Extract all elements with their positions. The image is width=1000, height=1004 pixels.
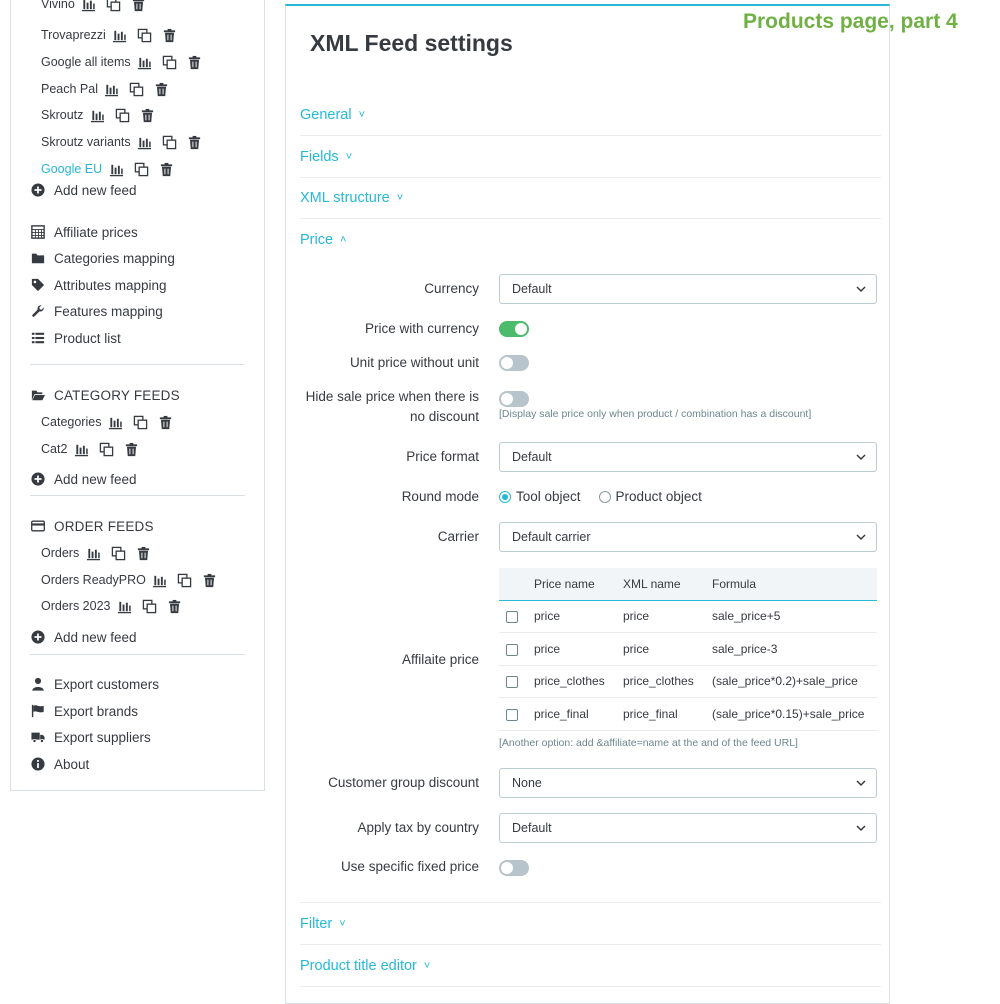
hide-sale-price-label-line2: no discount: [409, 409, 479, 424]
section-filter[interactable]: [300, 903, 881, 945]
feed-name[interactable]: Orders 2023: [41, 599, 111, 613]
use-specific-fixed-price-toggle[interactable]: [499, 860, 529, 876]
folder-icon: [30, 250, 46, 266]
table-row: [499, 698, 877, 731]
feed-item-google-eu[interactable]: [41, 158, 183, 180]
formula-cell: (sale_price*0.2)+sale_price: [711, 665, 877, 698]
price-format-label: Price format: [406, 449, 479, 464]
chevron-down-icon: [855, 451, 867, 463]
chart-icon[interactable]: [107, 414, 123, 430]
credit-card-icon: [30, 518, 46, 534]
chevron-down-icon: [855, 777, 867, 789]
customer-group-discount-select[interactable]: [499, 768, 877, 798]
feed-name[interactable]: Google EU: [41, 162, 103, 176]
folder-open-icon: [30, 387, 46, 403]
plus-circle-icon: [30, 182, 46, 198]
trash-icon[interactable]: [139, 107, 155, 123]
section-general-label: General: [300, 106, 352, 123]
price-name-cell: price: [533, 633, 622, 666]
tag-icon: [30, 277, 46, 293]
carrier-select-value: Default carrier: [512, 530, 591, 544]
feed-name[interactable]: Peach Pal: [41, 82, 98, 96]
round-mode-tool-object-label: Tool object: [516, 489, 581, 504]
sidebar-item-features-mapping-label: Features mapping: [54, 303, 163, 319]
add-new-feed-button-product-label: Add new feed: [54, 182, 137, 198]
copy-icon[interactable]: [98, 441, 114, 457]
copy-icon[interactable]: [129, 81, 145, 97]
chevron-down-icon: [855, 822, 867, 834]
row-checkbox[interactable]: [506, 709, 518, 721]
divider: [30, 495, 245, 496]
plus-circle-icon: [30, 629, 46, 645]
hide-sale-price-label-line1: Hide sale price when there is: [305, 389, 479, 404]
chart-icon[interactable]: [152, 572, 168, 588]
copy-icon[interactable]: [106, 0, 122, 12]
table-header-row: [499, 568, 877, 600]
category-feeds-header-label: CATEGORY FEEDS: [54, 387, 180, 403]
currency-select[interactable]: [499, 274, 877, 304]
chart-icon[interactable]: [85, 545, 101, 561]
row-checkbox-cell: [499, 698, 533, 731]
chevron-down-icon: ˅: [358, 108, 366, 121]
price-with-currency-label: Price with currency: [364, 321, 479, 336]
sidebar-item-product-list[interactable]: [30, 327, 121, 349]
chart-icon[interactable]: [81, 0, 97, 12]
feed-item-google-all-items[interactable]: [41, 51, 212, 73]
formula-cell: (sale_price*0.15)+sale_price: [711, 698, 877, 731]
affiliate-price-table: [499, 568, 877, 731]
feed-item-orders[interactable]: [41, 542, 160, 564]
sidebar-item-categories-mapping-label: Categories mapping: [54, 250, 175, 266]
copy-icon[interactable]: [137, 27, 153, 43]
user-icon: [30, 676, 46, 692]
trash-icon[interactable]: [154, 81, 170, 97]
hide-sale-price-hint: [Display sale price only when product / combination has a discount]: [499, 408, 812, 420]
table-row: [499, 633, 877, 666]
chart-icon[interactable]: [137, 134, 153, 150]
row-checkbox[interactable]: [506, 611, 518, 623]
customer-group-discount-label: Customer group discount: [328, 775, 479, 790]
row-checkbox[interactable]: [506, 644, 518, 656]
section-product-title-editor-label: Product title editor: [300, 957, 417, 974]
sidebar-item-about[interactable]: [30, 753, 89, 775]
sidebar-item-attributes-mapping[interactable]: [30, 274, 167, 296]
hide-sale-price-toggle[interactable]: [499, 391, 529, 407]
row-checkbox-cell: [499, 633, 533, 666]
sidebar-item-affiliate-prices[interactable]: [30, 221, 138, 243]
copy-icon[interactable]: [132, 414, 148, 430]
section-price[interactable]: [300, 219, 881, 261]
calculator-icon: [30, 224, 46, 240]
chevron-down-icon: ˅: [423, 959, 431, 972]
chart-icon[interactable]: [73, 441, 89, 457]
trash-icon[interactable]: [135, 545, 151, 561]
chart-icon[interactable]: [108, 161, 124, 177]
feed-name[interactable]: Categories: [41, 415, 102, 429]
chart-icon[interactable]: [104, 81, 120, 97]
order-feeds-header-label: ORDER FEEDS: [54, 518, 154, 534]
currency-label: Currency: [424, 281, 479, 296]
trash-icon[interactable]: [187, 134, 203, 150]
price-name-cell: price_final: [533, 698, 622, 731]
carrier-label: Carrier: [437, 529, 479, 544]
price-name-cell: price: [533, 600, 622, 633]
formula-cell: sale_price-3: [711, 633, 877, 666]
table-row: [499, 600, 877, 633]
section-xml-structure-label: XML structure: [300, 189, 390, 206]
price-format-select-value: Default: [512, 450, 552, 464]
trash-icon[interactable]: [166, 598, 182, 614]
apply-tax-by-country-label: Apply tax by country: [357, 820, 479, 835]
round-mode-product-object-label: Product object: [615, 489, 702, 504]
category-feeds-header[interactable]: [30, 384, 180, 406]
sidebar: [10, 0, 265, 791]
copy-icon[interactable]: [177, 572, 193, 588]
round-mode-tool-object-radio[interactable]: [499, 491, 511, 503]
price-format-select[interactable]: [499, 442, 877, 472]
trash-icon[interactable]: [158, 161, 174, 177]
table-row: [499, 665, 877, 698]
feed-name[interactable]: Skroutz: [41, 108, 84, 122]
table-header-formula: Formula: [711, 568, 877, 600]
page-title: XML Feed settings: [310, 30, 513, 56]
sidebar-item-export-suppliers[interactable]: [30, 726, 151, 748]
trash-icon[interactable]: [162, 27, 178, 43]
sidebar-item-affiliate-prices-label: Affiliate prices: [54, 224, 138, 240]
feed-name[interactable]: Trovaprezzi: [41, 28, 106, 42]
feed-name[interactable]: Cat2: [41, 442, 68, 456]
formula-cell: sale_price+5: [711, 600, 877, 633]
feed-name[interactable]: Orders ReadyPRO: [41, 573, 146, 587]
price-with-currency-toggle[interactable]: [499, 321, 529, 337]
sidebar-item-features-mapping[interactable]: [30, 300, 163, 322]
row-checkbox-cell: [499, 665, 533, 698]
plus-circle-icon: [30, 471, 46, 487]
feed-name[interactable]: Skroutz variants: [41, 135, 131, 149]
sidebar-item-product-list-label: Product list: [54, 330, 121, 346]
feed-item-skroutz[interactable]: [41, 104, 164, 126]
round-mode-label: Round mode: [401, 489, 479, 504]
copy-icon[interactable]: [141, 598, 157, 614]
page-caption: Products page, part 4: [743, 10, 958, 33]
xml-feed-settings-panel: [285, 4, 890, 1004]
feed-item-orders-2023[interactable]: [41, 595, 191, 617]
list-icon: [30, 330, 46, 346]
feed-name[interactable]: Orders: [41, 546, 80, 560]
carrier-select[interactable]: [499, 522, 877, 552]
feed-item-vivino[interactable]: [41, 0, 156, 15]
chevron-down-icon: ˅: [345, 150, 353, 163]
chevron-down-icon: [855, 283, 867, 295]
sidebar-item-categories-mapping[interactable]: [30, 247, 175, 269]
affiliate-price-label: Affilaite price: [401, 652, 479, 667]
sidebar-item-export-brands-label: Export brands: [54, 703, 139, 719]
unit-price-without-unit-toggle[interactable]: [499, 355, 529, 371]
copy-icon[interactable]: [162, 134, 178, 150]
use-specific-fixed-price-label: Use specific fixed price: [340, 859, 479, 874]
copy-icon[interactable]: [110, 545, 126, 561]
chevron-down-icon: ˅: [396, 191, 404, 204]
section-price-label: Price: [300, 232, 334, 248]
affiliate-price-hint: [Another option: add &affiliate=name at the and of the feed URL]: [499, 737, 798, 749]
trash-icon[interactable]: [187, 54, 203, 70]
trash-icon[interactable]: [202, 572, 218, 588]
feed-item-trovaprezzi[interactable]: [41, 24, 187, 46]
feed-item-skroutz-variants[interactable]: [41, 131, 212, 153]
chart-icon[interactable]: [89, 107, 105, 123]
customer-group-discount-value: None: [512, 776, 542, 790]
info-icon: [30, 756, 46, 772]
row-checkbox[interactable]: [506, 676, 518, 688]
xml-name-cell: price: [622, 600, 711, 633]
trash-icon[interactable]: [157, 414, 173, 430]
section-fields[interactable]: [300, 136, 881, 178]
section-filter-label: Filter: [300, 915, 333, 932]
sidebar-item-export-customers-label: Export customers: [54, 676, 160, 692]
feed-name[interactable]: Google all items: [41, 55, 131, 69]
row-checkbox-cell: [499, 600, 533, 633]
chevron-up-icon: ˄: [340, 234, 347, 246]
chevron-down-icon: ˅: [339, 917, 346, 930]
copy-icon[interactable]: [133, 161, 149, 177]
add-new-feed-button-product[interactable]: [30, 179, 137, 201]
flag-icon: [30, 703, 46, 719]
chevron-down-icon: [855, 531, 867, 543]
xml-name-cell: price: [622, 633, 711, 666]
xml-name-cell: price_final: [622, 698, 711, 731]
chart-icon[interactable]: [137, 54, 153, 70]
trash-icon[interactable]: [123, 441, 139, 457]
section-fields-label: Fields: [300, 148, 339, 165]
wrench-icon: [30, 303, 46, 319]
table-header-checkbox: [499, 568, 533, 600]
round-mode-radio-group: [499, 489, 720, 504]
sidebar-item-export-customers[interactable]: [30, 673, 159, 695]
round-mode-product-object-radio[interactable]: [599, 491, 611, 503]
truck-icon: [30, 729, 46, 745]
divider: [30, 654, 245, 655]
section-general[interactable]: [300, 94, 881, 136]
price-name-cell: price_clothes: [533, 665, 622, 698]
copy-icon[interactable]: [114, 107, 130, 123]
section-xml-structure[interactable]: [300, 177, 881, 219]
section-product-title-editor[interactable]: [300, 945, 881, 987]
sidebar-item-export-brands[interactable]: [30, 700, 138, 722]
table-header-xml-name: XML name: [622, 568, 711, 600]
chart-icon[interactable]: [112, 27, 128, 43]
feed-name[interactable]: Vivino: [41, 0, 75, 11]
sidebar-item-about-label: About: [54, 756, 90, 772]
unit-price-without-unit-label: Unit price without unit: [349, 355, 479, 370]
add-new-feed-button-category-label: Add new feed: [54, 471, 137, 487]
apply-tax-by-country-select[interactable]: [499, 813, 877, 843]
add-new-feed-button-order-label: Add new feed: [54, 629, 137, 645]
feed-item-cat2[interactable]: [41, 438, 148, 460]
feed-item-peach-pal[interactable]: [41, 78, 179, 100]
sidebar-item-export-suppliers-label: Export suppliers: [54, 729, 151, 745]
apply-tax-by-country-value: Default: [512, 821, 552, 835]
feed-item-orders-readypro[interactable]: [41, 569, 227, 591]
chart-icon[interactable]: [116, 598, 132, 614]
copy-icon[interactable]: [162, 54, 178, 70]
order-feeds-header[interactable]: [30, 515, 154, 537]
sidebar-item-attributes-mapping-label: Attributes mapping: [54, 277, 167, 293]
add-new-feed-button-order[interactable]: [30, 626, 137, 648]
trash-icon[interactable]: [131, 0, 147, 12]
feed-item-categories[interactable]: [41, 411, 182, 433]
xml-name-cell: price_clothes: [622, 665, 711, 698]
add-new-feed-button-category[interactable]: [30, 468, 137, 490]
currency-select-value: Default: [512, 282, 552, 296]
table-header-price-name: Price name: [533, 568, 622, 600]
divider: [30, 364, 245, 365]
